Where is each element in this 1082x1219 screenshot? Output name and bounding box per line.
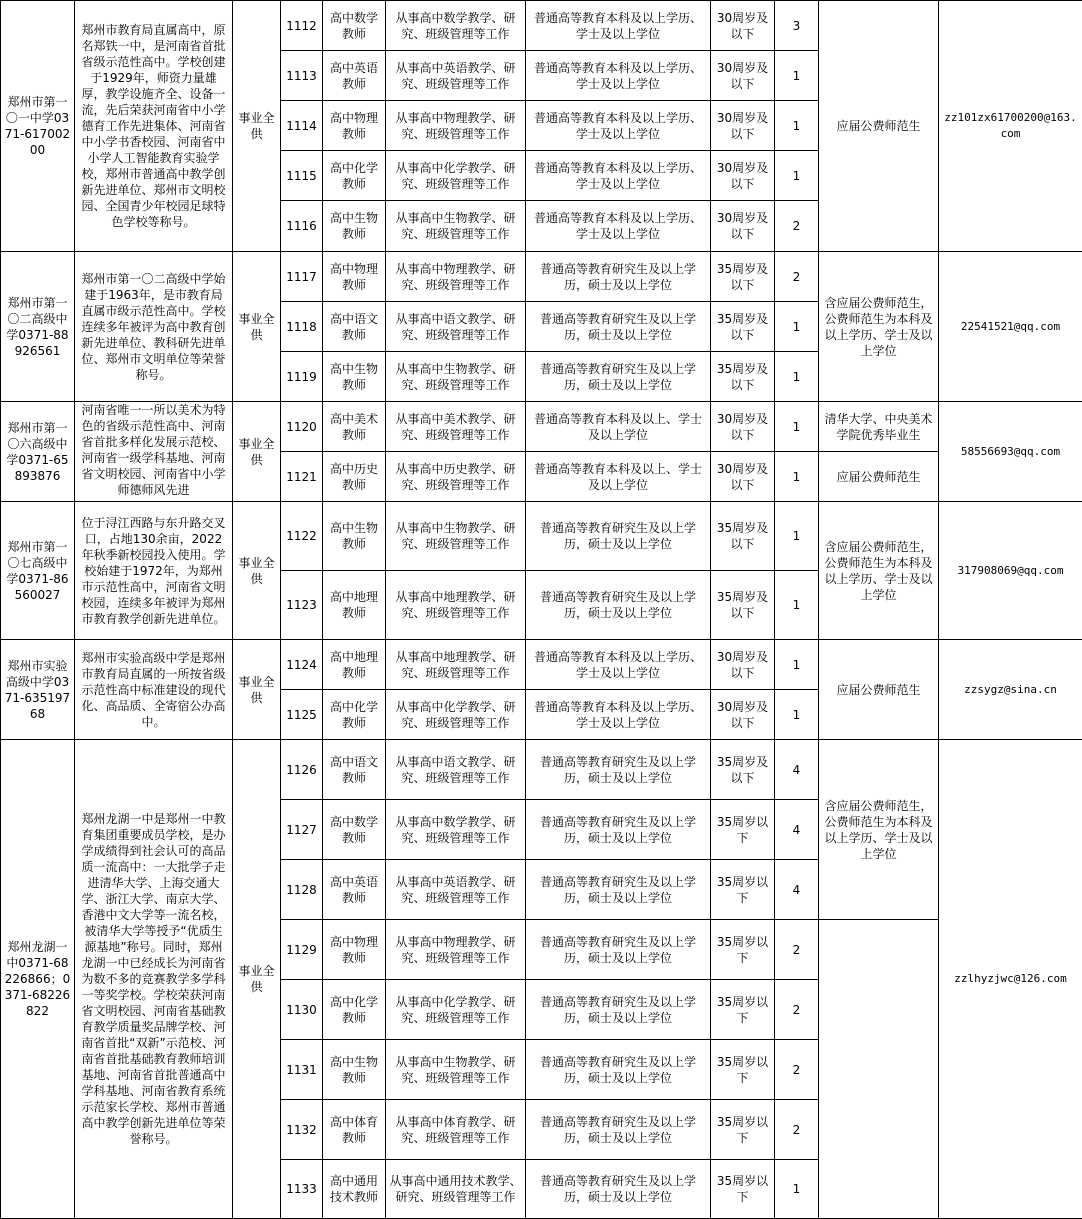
school-description-text: 河南省唯一一所以美术为特色的省级示范性高中、河南省首批多样化发展示范校、河南省一级学科基地、河南省文明校园、河南省中小学师德师风先进 bbox=[81, 403, 226, 497]
position-duty: 从事高中语文教学、研究、班级管理等工作 bbox=[386, 302, 526, 352]
contact-email: zz101zx61700200@163.com bbox=[939, 1, 1082, 252]
position-duty: 从事高中化学教学、研究、班级管理等工作 bbox=[386, 980, 526, 1040]
position-duty: 从事高中地理教学、研究、班级管理等工作 bbox=[386, 571, 526, 640]
education-requirement: 普通高等教育研究生及以上学历，硕士及以上学位 bbox=[526, 1160, 711, 1219]
position-duty: 从事高中化学教学、研究、班级管理等工作 bbox=[386, 690, 526, 740]
hire-count: 1 bbox=[775, 1160, 819, 1219]
school-description: 位于浔江西路与东升路交叉口，占地130余亩，2022年秋季新校园投入使用。学校始建于1972年，为郑州市示范性高中，河南省文明校园，连续多年被评为郑州市教育教学创新先进单位。 bbox=[75, 502, 233, 640]
hire-count: 1 bbox=[775, 151, 819, 201]
hire-count: 4 bbox=[775, 740, 819, 800]
position-code: 1115 bbox=[281, 151, 323, 201]
funding-type: 事业全供 bbox=[233, 740, 281, 1219]
position-code: 1119 bbox=[281, 352, 323, 402]
school-description: 郑州龙湖一中是郑州一中教育集团重要成员学校，是办学成绩得到社会认可的高品质一流高中：一大批学子走进清华大学、上海交通大学、浙江大学、南京大学、香港中文大学等一流名校，被清华大学等授予“优质生源基地”称号。同时，郑州龙湖一中已经成长为河南省为数不多的竞赛教学多学科一等奖学校。学校荣获河南省文明校园、河南省基础教育教学质量奖品牌学校、河南省首批“双新”示范校、河南省首批基础教育教师培训基地、河南省首批普通高中学科基地、河南省教育系统示范家长学校、郑州市普通高中教学创新先进单位等荣誉称号。 bbox=[75, 740, 233, 1219]
hire-count: 1 bbox=[775, 51, 819, 101]
position-duty: 从事高中英语教学、研究、班级管理等工作 bbox=[386, 51, 526, 101]
hire-count: 1 bbox=[775, 352, 819, 402]
school-name: 郑州市第一〇二高级中学0371-88926561 bbox=[1, 252, 75, 402]
school-description: 郑州市实验高级中学是郑州市教育局直属的一所按省级示范性高中标准建设的现代化、高品质、全寄宿公办高中。 bbox=[75, 640, 233, 740]
position-name: 高中生物教师 bbox=[323, 201, 386, 252]
contact-email: 317908069@qq.com bbox=[939, 502, 1082, 640]
position-name: 高中数学教师 bbox=[323, 1, 386, 51]
position-code: 1125 bbox=[281, 690, 323, 740]
age-requirement: 30周岁及以下 bbox=[711, 690, 775, 740]
education-requirement: 普通高等教育研究生及以上学历，硕士及以上学位 bbox=[526, 860, 711, 920]
school-description bbox=[75, 402, 233, 502]
hire-count: 2 bbox=[775, 920, 819, 980]
other-requirement: 含应届公费师范生，公费师范生为本科及以上学历、学士及以上学位 bbox=[819, 502, 939, 640]
education-requirement: 普通高等教育本科及以上学历、学士及以上学位 bbox=[526, 690, 711, 740]
age-requirement: 35周岁以下 bbox=[711, 920, 775, 980]
position-name: 高中生物教师 bbox=[323, 352, 386, 402]
position-code: 1113 bbox=[281, 51, 323, 101]
education-requirement: 普通高等教育本科及以上、学士及以上学位 bbox=[526, 402, 711, 452]
position-code: 1128 bbox=[281, 860, 323, 920]
education-requirement: 普通高等教育本科及以上学历、学士及以上学位 bbox=[526, 51, 711, 101]
hire-count: 2 bbox=[775, 1100, 819, 1160]
school-name: 郑州龙湖一中0371-68226866；0371-68226822 bbox=[1, 740, 75, 1219]
age-requirement: 35周岁及以下 bbox=[711, 502, 775, 571]
hire-count: 1 bbox=[775, 302, 819, 352]
other-requirement: 含应届公费师范生，公费师范生为本科及以上学历、学士及以上学位 bbox=[819, 252, 939, 402]
table-row bbox=[1, 1, 1082, 51]
school-description: 郑州市教育局直属高中，原名郑铁一中，是河南省首批省级示范性高中。学校创建于1929年，师资力量雄厚，教学设施齐全、设备一流，先后荣获河南省中小学德育工作先进集体、河南省中小学书香校园、河南省中小学人工智能教育实验学校，郑州市普通高中教学创新先进单位、郑州市文明校园、全国青少年校园足球特色学校等称号。 bbox=[75, 1, 233, 252]
hire-count: 1 bbox=[775, 402, 819, 452]
position-code: 1131 bbox=[281, 1040, 323, 1100]
position-code: 1121 bbox=[281, 452, 323, 502]
position-code: 1123 bbox=[281, 571, 323, 640]
position-duty: 从事高中体育教学、研究、班级管理等工作 bbox=[386, 1100, 526, 1160]
age-requirement: 35周岁以下 bbox=[711, 1160, 775, 1219]
position-duty: 从事高中物理教学、研究、班级管理等工作 bbox=[386, 252, 526, 302]
position-name: 高中化学教师 bbox=[323, 151, 386, 201]
position-duty: 从事高中地理教学、研究、班级管理等工作 bbox=[386, 640, 526, 690]
funding-type: 事业全供 bbox=[233, 1, 281, 252]
position-name: 高中化学教师 bbox=[323, 690, 386, 740]
other-requirement-empty bbox=[819, 920, 939, 1219]
position-duty: 从事高中数学教学、研究、班级管理等工作 bbox=[386, 1, 526, 51]
contact-email: 58556693@qq.com bbox=[939, 402, 1082, 502]
position-code: 1132 bbox=[281, 1100, 323, 1160]
other-requirement: 清华大学、中央美术学院优秀毕业生 bbox=[819, 402, 939, 452]
position-name: 高中生物教师 bbox=[323, 502, 386, 571]
age-requirement: 35周岁以下 bbox=[711, 860, 775, 920]
age-requirement: 30周岁及以下 bbox=[711, 1, 775, 51]
school-name: 郑州市第一〇一中学0371-61700200 bbox=[1, 1, 75, 252]
position-name: 高中英语教师 bbox=[323, 51, 386, 101]
age-requirement: 30周岁及以下 bbox=[711, 201, 775, 252]
table-row bbox=[1, 640, 1082, 690]
education-requirement: 普通高等教育本科及以上学历、学士及以上学位 bbox=[526, 201, 711, 252]
education-requirement: 普通高等教育本科及以上学历、学士及以上学位 bbox=[526, 151, 711, 201]
position-code: 1127 bbox=[281, 800, 323, 860]
hire-count: 4 bbox=[775, 800, 819, 860]
other-requirement: 应届公费师范生 bbox=[819, 640, 939, 740]
table-row bbox=[1, 740, 1082, 800]
position-name: 高中美术教师 bbox=[323, 402, 386, 452]
position-name: 高中地理教师 bbox=[323, 571, 386, 640]
position-name: 高中地理教师 bbox=[323, 640, 386, 690]
position-name: 高中语文教师 bbox=[323, 740, 386, 800]
age-requirement: 35周岁以下 bbox=[711, 980, 775, 1040]
age-requirement: 35周岁以下 bbox=[711, 800, 775, 860]
age-requirement: 35周岁及以下 bbox=[711, 352, 775, 402]
school-description: 郑州市第一〇二高级中学始建于1963年，是市教育局直属市级示范性高中。学校连续多年被评为高中教育创新先进单位、教科研先进单位、郑州市文明单位等荣誉称号。 bbox=[75, 252, 233, 402]
position-code: 1129 bbox=[281, 920, 323, 980]
education-requirement: 普通高等教育本科及以上学历、学士及以上学位 bbox=[526, 1, 711, 51]
position-duty: 从事高中数学教学、研究、班级管理等工作 bbox=[386, 800, 526, 860]
table-row bbox=[1, 502, 1082, 571]
hire-count: 1 bbox=[775, 690, 819, 740]
contact-email: 22541521@qq.com bbox=[939, 252, 1082, 402]
hire-count: 2 bbox=[775, 980, 819, 1040]
position-code: 1122 bbox=[281, 502, 323, 571]
hire-count: 2 bbox=[775, 201, 819, 252]
hire-count: 1 bbox=[775, 452, 819, 502]
position-duty: 从事高中历史教学、研究、班级管理等工作 bbox=[386, 452, 526, 502]
position-name: 高中数学教师 bbox=[323, 800, 386, 860]
position-name: 高中英语教师 bbox=[323, 860, 386, 920]
position-code: 1112 bbox=[281, 1, 323, 51]
other-requirement: 含应届公费师范生，公费师范生为本科及以上学历、学士及以上学位 bbox=[819, 740, 939, 920]
education-requirement: 普通高等教育研究生及以上学历，硕士及以上学位 bbox=[526, 1100, 711, 1160]
position-duty: 从事高中物理教学、研究、班级管理等工作 bbox=[386, 920, 526, 980]
funding-type: 事业全供 bbox=[233, 502, 281, 640]
position-name: 高中物理教师 bbox=[323, 252, 386, 302]
school-name: 郑州市实验高级中学0371-63519768 bbox=[1, 640, 75, 740]
age-requirement: 35周岁以下 bbox=[711, 1100, 775, 1160]
age-requirement: 30周岁及以下 bbox=[711, 51, 775, 101]
position-name: 高中通用技术教师 bbox=[323, 1160, 386, 1219]
position-name: 高中化学教师 bbox=[323, 980, 386, 1040]
position-duty: 从事高中生物教学、研究、班级管理等工作 bbox=[386, 352, 526, 402]
position-duty: 从事高中生物教学、研究、班级管理等工作 bbox=[386, 201, 526, 252]
age-requirement: 35周岁及以下 bbox=[711, 252, 775, 302]
hire-count: 1 bbox=[775, 101, 819, 151]
hire-count: 2 bbox=[775, 1040, 819, 1100]
contact-email: zzlhyzjwc@126.com bbox=[939, 740, 1082, 1219]
funding-type: 事业全供 bbox=[233, 640, 281, 740]
table-row bbox=[1, 252, 1082, 302]
education-requirement: 普通高等教育本科及以上学历、学士及以上学位 bbox=[526, 640, 711, 690]
age-requirement: 30周岁及以下 bbox=[711, 452, 775, 502]
position-code: 1120 bbox=[281, 402, 323, 452]
education-requirement: 普通高等教育研究生及以上学历，硕士及以上学位 bbox=[526, 252, 711, 302]
position-code: 1118 bbox=[281, 302, 323, 352]
age-requirement: 30周岁及以下 bbox=[711, 101, 775, 151]
position-duty: 从事高中通用技术教学、研究、班级管理等工作 bbox=[386, 1160, 526, 1219]
age-requirement: 35周岁及以下 bbox=[711, 302, 775, 352]
education-requirement: 普通高等教育研究生及以上学历，硕士及以上学位 bbox=[526, 1040, 711, 1100]
age-requirement: 30周岁及以下 bbox=[711, 640, 775, 690]
position-duty: 从事高中语文教学、研究、班级管理等工作 bbox=[386, 740, 526, 800]
position-code: 1114 bbox=[281, 101, 323, 151]
hire-count: 1 bbox=[775, 640, 819, 690]
position-name: 高中物理教师 bbox=[323, 101, 386, 151]
education-requirement: 普通高等教育研究生及以上学历，硕士及以上学位 bbox=[526, 571, 711, 640]
education-requirement: 普通高等教育研究生及以上学历，硕士及以上学位 bbox=[526, 800, 711, 860]
position-code: 1124 bbox=[281, 640, 323, 690]
funding-type: 事业全供 bbox=[233, 402, 281, 502]
age-requirement: 35周岁及以下 bbox=[711, 571, 775, 640]
school-name: 郑州市第一〇六高级中学0371-65893876 bbox=[1, 402, 75, 502]
other-requirement: 应届公费师范生 bbox=[819, 452, 939, 502]
position-code: 1126 bbox=[281, 740, 323, 800]
table-row bbox=[1, 402, 1082, 452]
position-duty: 从事高中生物教学、研究、班级管理等工作 bbox=[386, 502, 526, 571]
age-requirement: 30周岁及以下 bbox=[711, 151, 775, 201]
position-name: 高中体育教师 bbox=[323, 1100, 386, 1160]
education-requirement: 普通高等教育研究生及以上学历，硕士及以上学位 bbox=[526, 740, 711, 800]
position-duty: 从事高中美术教学、研究、班级管理等工作 bbox=[386, 402, 526, 452]
education-requirement: 普通高等教育研究生及以上学历，硕士及以上学位 bbox=[526, 302, 711, 352]
age-requirement: 35周岁以下 bbox=[711, 1040, 775, 1100]
hire-count: 2 bbox=[775, 252, 819, 302]
school-name: 郑州市第一〇七高级中学0371-86560027 bbox=[1, 502, 75, 640]
position-duty: 从事高中英语教学、研究、班级管理等工作 bbox=[386, 860, 526, 920]
position-code: 1116 bbox=[281, 201, 323, 252]
education-requirement: 普通高等教育研究生及以上学历，硕士及以上学位 bbox=[526, 502, 711, 571]
funding-type: 事业全供 bbox=[233, 252, 281, 402]
position-duty: 从事高中生物教学、研究、班级管理等工作 bbox=[386, 1040, 526, 1100]
position-name: 高中历史教师 bbox=[323, 452, 386, 502]
position-name: 高中生物教师 bbox=[323, 1040, 386, 1100]
position-code: 1117 bbox=[281, 252, 323, 302]
hire-count: 4 bbox=[775, 860, 819, 920]
position-name: 高中语文教师 bbox=[323, 302, 386, 352]
age-requirement: 35周岁及以下 bbox=[711, 740, 775, 800]
position-name: 高中物理教师 bbox=[323, 920, 386, 980]
education-requirement: 普通高等教育本科及以上学历、学士及以上学位 bbox=[526, 101, 711, 151]
hire-count: 3 bbox=[775, 1, 819, 51]
position-duty: 从事高中物理教学、研究、班级管理等工作 bbox=[386, 101, 526, 151]
position-code: 1130 bbox=[281, 980, 323, 1040]
hire-count: 1 bbox=[775, 571, 819, 640]
education-requirement: 普通高等教育研究生及以上学历，硕士及以上学位 bbox=[526, 920, 711, 980]
position-code: 1133 bbox=[281, 1160, 323, 1219]
position-duty: 从事高中化学教学、研究、班级管理等工作 bbox=[386, 151, 526, 201]
contact-email: zzsygz@sina.cn bbox=[939, 640, 1082, 740]
education-requirement: 普通高等教育本科及以上、学士及以上学位 bbox=[526, 452, 711, 502]
hire-count: 1 bbox=[775, 502, 819, 571]
age-requirement: 30周岁及以下 bbox=[711, 402, 775, 452]
other-requirement: 应届公费师范生 bbox=[819, 1, 939, 252]
education-requirement: 普通高等教育研究生及以上学历，硕士及以上学位 bbox=[526, 352, 711, 402]
education-requirement: 普通高等教育研究生及以上学历，硕士及以上学位 bbox=[526, 980, 711, 1040]
